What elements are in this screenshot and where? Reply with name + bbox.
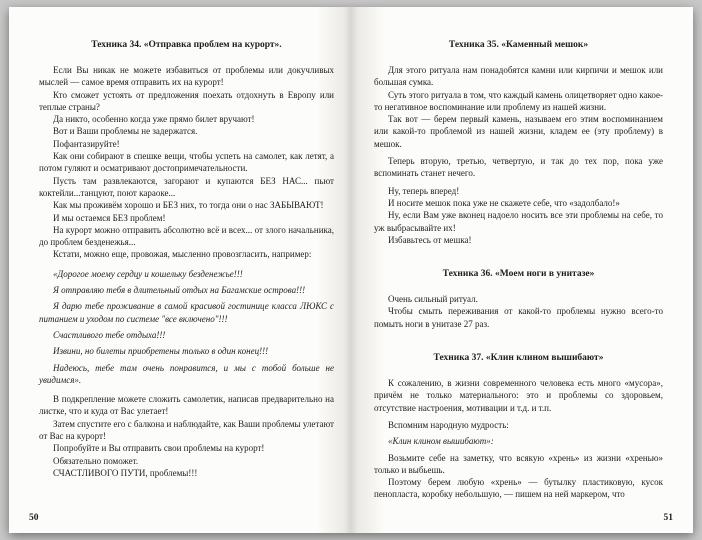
section-title-35: Техника 35. «Каменный мешок» [448, 40, 589, 50]
paragraph: Суть этого ритуала в том, что каждый камень олицетворяет одно какое-то негативное воспоминание или проблему из нашей жизни. [374, 89, 663, 112]
quote-paragraph: Счастливого тебе отдыха!!! [53, 329, 166, 340]
paragraph: И носите мешок пока уже не скажете себе, что «задолбало!» [388, 197, 620, 208]
paragraph: Возьмите себе на заметку, что всякую «хрень» из жизни «хренью» только и выбьешь. [374, 452, 663, 475]
page-left-content [39, 33, 334, 479]
page-number-left: 50 [29, 513, 39, 523]
paragraph: Вот и Ваши проблемы не задержатся. [53, 126, 198, 137]
paragraph: К сожалению, в жизни современного человека есть много «мусора», причём не только материального: это и проблемы со здоровьем, отсутствие настроения, мотивации и т.д. и т.п. [374, 378, 663, 413]
paragraph: Пофантазируйте! [53, 138, 120, 149]
quote-paragraph: Надеюсь, тебе там очень понравится, и мы с тобой больше не увидимся». [39, 362, 334, 385]
paragraph: Кстати, можно еще, провожая, мысленно провозгласить, например: [53, 249, 312, 260]
book-spread [9, 7, 693, 533]
paragraph: Обязательно поможет. [53, 455, 139, 466]
paragraph: Ну, теперь вперед! [388, 185, 460, 196]
paragraph: В подкрепление можете сложить самолетик, написав предварительно на листке, что и куда от Вас улетает! [39, 394, 334, 417]
page-right-content [374, 33, 663, 501]
quote-paragraph: Извини, но билеты приобретены только в один конец!!! [53, 346, 269, 357]
page-right [351, 7, 693, 533]
paragraph: Попробуйте и Вы отправить свои проблемы на курорт! [53, 443, 265, 454]
paragraph: Ну, если Вам уже вконец надоело носить все эти проблемы на себе, то уж выбрасывайте их! [374, 210, 663, 233]
farewell-quote-block [39, 268, 334, 386]
paragraph: СЧАСТЛИВОГО ПУТИ, проблемы!!! [53, 467, 198, 478]
paragraph: Затем спустите его с балкона и наблюдайте, как Ваши проблемы улетают от Вас на курорт! [39, 418, 334, 442]
section-title-36: Техника 36. «Моем ноги в унитазе» [442, 269, 595, 280]
paragraph: На курорт можно отправить абсолютно всё и всех... от злого начальника, до проблем безденежья... [39, 224, 334, 248]
quote-paragraph: Я отправляю тебя в длительный отдых на Багамские острова!!! [53, 285, 306, 296]
paragraph: Как они собирают в спешке вещи, чтобы успеть на самолет, как летят, а потом гуляют и осматривают достопримечательности. [39, 151, 334, 174]
paragraph: Для этого ритуала нам понадобятся камни или кирпичи и мешок или большая сумка. [374, 65, 663, 88]
paragraph: Избавьтесь от мешка! [388, 234, 472, 245]
section-title-34: Техника 34. «Отправка проблем на курорт». [91, 40, 282, 50]
quote-paragraph: Я дарю тебе проживание в самой красивой гостинице класса ЛЮКС с питанием и уходом по системе "все включено"!!! [39, 301, 334, 324]
paragraph: Чтобы смыть переживания от какой-то проблемы нужно всего-то помыть ноги в унитазе 27 раз. [374, 306, 663, 329]
page-left [9, 7, 351, 533]
paragraph: Да никто, особенно когда уже прямо билет вручают! [53, 114, 255, 125]
paragraph: Теперь вторую, третью, четвертую, и так до тех пор, пока уже вспоминать станет нечего. [374, 156, 663, 179]
paragraph: Поэтому берем любую «хрень» — бутылку пластиковую, кусок пенопласта, коробку небольшую, — пишем на ней маркером, что [374, 477, 663, 500]
paragraph: Так вот — берем первый камень, называем его этим воспоминанием или какой-то проблемой из нашей жизни, кладем ее (эту проблему) в мешок. [374, 114, 663, 149]
paragraph: Очень сильный ритуал. [388, 294, 478, 305]
paragraph: Как мы проживём хорошо и БЕЗ них, то тогда они о нас ЗАБЫВАЮТ! [53, 200, 324, 211]
section-title-37: Техника 37. «Клин клином вышибают» [433, 353, 604, 364]
paragraph: Если Вы никак не можете избавиться от проблемы или докучливых мыслей — самое время отправить их на курорт! [39, 65, 334, 88]
paragraph: Кто сможет устоять от предложения поехать отдохнуть в Европу или теплые страны? [39, 89, 334, 112]
paragraph: Пусть там развлекаются, загорают и купаются БЕЗ НАС... пьют коктейли...танцуют, поют караоке... [39, 175, 334, 198]
paragraph: И мы остаемся БЕЗ проблем! [53, 212, 166, 223]
proverb-paragraph: «Клин клином вышибают»: [388, 436, 494, 447]
quote-paragraph: «Дорогое моему сердцу и кошельку безденежье!!! [53, 268, 243, 279]
paragraph: Вспомним народную мудрость: [388, 419, 509, 430]
page-number-right: 51 [663, 513, 673, 523]
